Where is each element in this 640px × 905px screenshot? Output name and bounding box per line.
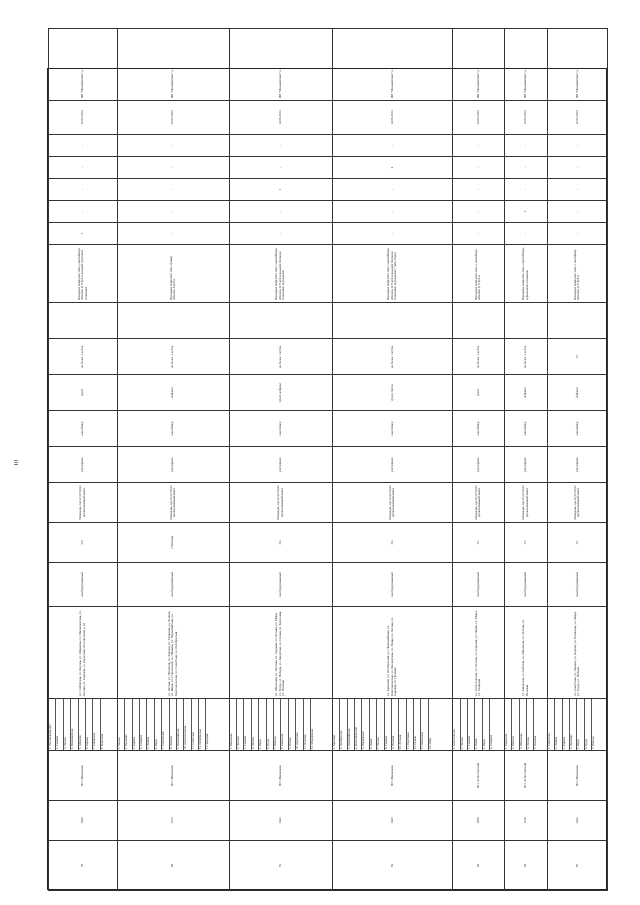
count-col-3: - — [332, 179, 452, 201]
street-item: 6. Гагарина — [489, 734, 494, 749]
count-col-2: - — [453, 201, 505, 223]
street-item: 14. Мира — [427, 737, 432, 749]
street-item: 4. Гагарина — [140, 699, 147, 750]
description: Площадка открытого типа, 3 контейнера объёмом 0,75 куб.м каждый, бетонное основание, ограждение с трёх сторон — [332, 245, 452, 303]
street-item: 4. Пушкина — [570, 699, 577, 750]
site-type: необорудованный — [332, 563, 452, 607]
count-col-3: - — [547, 179, 607, 201]
date: 14.05.2014 — [49, 101, 118, 135]
settlement-name: Пгт. Малышево — [332, 751, 452, 801]
street-item: 6. Труда — [585, 699, 592, 750]
count-col-2: - — [547, 201, 607, 223]
zone-text: Площадка, где отсутствует организованный вывоз — [229, 483, 332, 523]
row-number: 81 — [229, 841, 332, 891]
date: 14.05.2014 — [117, 101, 229, 135]
count-col-2: - — [332, 201, 452, 223]
street-item: 5. Полевая — [533, 735, 538, 749]
count-col-2: - — [229, 201, 332, 223]
street-item: 6. Новая — [370, 699, 377, 750]
count-col-1: - — [504, 223, 547, 245]
zone-text: Площадка, где отсутствует организованный вывоз — [332, 483, 452, 523]
date: 14.05.2014 — [453, 101, 505, 135]
settlement-name: Пгт. Малышево — [49, 751, 118, 801]
address-text: ул. Советская, ул. Ленина, ул. Кирова, ул. Пушкина, ул. Мира, ул. Труда, ул. Победы — [547, 607, 607, 699]
count-col-2: - — [49, 201, 118, 223]
owner: ИП "Малышевское" д.1 — [547, 29, 607, 101]
street-item: 11. Советская — [192, 699, 199, 750]
row-number: 84 — [504, 841, 547, 891]
street-list — [49, 699, 118, 751]
street-list — [547, 699, 607, 751]
street-item: 10. Луговая — [399, 699, 406, 750]
count-col-2: 2 — [504, 201, 547, 223]
street-item: 4. Новая — [475, 699, 482, 750]
street-item: 7. Лесная — [377, 699, 384, 750]
container-count: 1/2 — [504, 523, 547, 563]
surface: асфальт — [117, 375, 229, 411]
street-item: 12. Речная — [414, 699, 421, 750]
site-type: необорудованный — [547, 563, 607, 607]
registry-table — [47, 68, 607, 890]
street-item: 8. Заводская — [281, 699, 288, 750]
count-col-1: - — [453, 223, 505, 245]
note — [117, 303, 229, 339]
owner: ИП "Малышевское" д.1 — [332, 29, 452, 101]
street-item: 5. Мира — [577, 699, 584, 750]
row-number: 82 — [332, 841, 452, 891]
site-type: необорудованный — [49, 563, 118, 607]
street-item: 3. Кирова — [563, 699, 570, 750]
row-code: 1022 — [229, 801, 332, 841]
street-item: 7. Победы — [591, 736, 596, 749]
note — [332, 303, 452, 339]
surface: грунт, бетон — [332, 375, 452, 411]
street-item: 2. Садовая — [56, 699, 63, 750]
count-col-4: - — [453, 157, 505, 179]
street-item: 8. Чапаева — [170, 699, 177, 750]
date: 14.05.2014 — [547, 101, 607, 135]
regularity: регулярное — [229, 447, 332, 483]
count-col-4: - — [547, 157, 607, 179]
street-item: 5. Абрамов — [79, 699, 86, 750]
street-item: 6. Мира — [155, 699, 162, 750]
regularity: регулярное — [117, 447, 229, 483]
regularity: регулярное — [453, 447, 505, 483]
address-text: ул. Асбестовская, ул. Лесная, ул. Садовая, ул. Новая, ул. Мира, ул. Гагарина — [453, 607, 505, 699]
street-item: 3. Лесная — [64, 699, 71, 750]
street-item: 1. Заречная — [333, 699, 340, 750]
note — [49, 303, 118, 339]
method: контейнер — [332, 411, 452, 447]
surface: грунт, асфальт — [229, 375, 332, 411]
method: контейнер — [229, 411, 332, 447]
address-text: ул. Школьная, ул. Луговая, ул. Садовая, ул. Лесная, ул. Мира, ул. Труда, ул. Победы, ул. Заводская, ул. Речная, ул. Береговая, ул. Полевая — [229, 607, 332, 699]
table-row — [504, 29, 547, 891]
street-item: 3. Садовая — [244, 699, 251, 750]
row-code: 1242 — [547, 801, 607, 841]
street-item: 13. Заречная — [205, 733, 210, 749]
page-number: 10 — [14, 460, 20, 466]
description: Площадка открытого типа, 1 контейнер объёмом 0,75 куб.м — [453, 245, 505, 303]
street-item: 3. Кирова — [133, 699, 140, 750]
count-col-3: - — [117, 179, 229, 201]
owner: ИП "Малышевское" д.1 — [49, 29, 118, 101]
street-item: 4. Лесная — [252, 699, 259, 750]
owner: ИП "Малышевское" д.1 — [504, 29, 547, 101]
street-item: 1. Школьная — [230, 699, 237, 750]
count-col-3: - — [453, 179, 505, 201]
street-item: 2. Луговая — [237, 699, 244, 750]
row-number: 79 — [49, 841, 118, 891]
street-item: 3. Первомайская — [348, 699, 355, 750]
volume: не более 1 куб.м. — [332, 339, 452, 375]
address-text: ул. Сибирская, ул. Кирова, ул. Шишкова, ул. Малышевская, ул. Лесная, ул. Садовая, ул. Береговая, Лесопильная д. 42 — [49, 607, 118, 699]
table-row — [49, 29, 118, 891]
count-col-4: - — [504, 157, 547, 179]
description: Площадка открытого типа, 2 контейнера, асфальтовое основание — [504, 245, 547, 303]
note — [504, 303, 547, 339]
description: Площадка открытого типа, 3 контейнера объёмом 0,75 куб.м каждый, бетонное основание, ограждение — [229, 245, 332, 303]
count-col-4: - — [49, 157, 118, 179]
count-col-5: - — [332, 135, 452, 157]
street-item: 5. Ленина — [147, 699, 154, 750]
street-item: 9. Полевая — [392, 699, 399, 750]
settlement-name: Пгт. Асбестовский — [504, 751, 547, 801]
street-item: 5. Мира — [483, 699, 490, 750]
settlement-name: Пгт. Малышево — [547, 751, 607, 801]
registry-grid — [48, 28, 608, 891]
volume: не более 1 куб.м. — [453, 339, 505, 375]
count-col-1: - — [332, 223, 452, 245]
street-list — [453, 699, 505, 751]
site-type: необорудованный — [117, 563, 229, 607]
address-text: ул. Лесная, ул. Пушкина, ул. Кирова, ул. Гагарина, ул. Ленина, ул. Мира, ул. Строителей, ул. Чапаева, ул. Первомайская, ул. Комсомольская, ул. Советская, ул. Октябрьская — [117, 607, 229, 699]
row-number: 80 — [117, 841, 229, 891]
surface: грунт — [453, 375, 505, 411]
street-item: 10. Береговая — [296, 699, 303, 750]
street-item: 1. Лесная — [118, 699, 125, 750]
street-item: 9. Первомайская — [177, 699, 184, 750]
method: контейнер — [547, 411, 607, 447]
volume: не более 1 куб.м. — [49, 339, 118, 375]
site-type: необорудованный — [229, 563, 332, 607]
street-item: 7. Победы — [274, 699, 281, 750]
street-item: 6. Кирова — [86, 699, 93, 750]
street-list — [332, 699, 452, 751]
street-item: 5. Мира — [259, 699, 266, 750]
volume: не более 1 куб.м. — [117, 339, 229, 375]
note — [453, 303, 505, 339]
settlement-name: Пгт. Малышево — [229, 751, 332, 801]
zone-text: Площадка, где отсутствует организованный вывоз — [453, 483, 505, 523]
street-item: 13. Школьная — [421, 699, 428, 750]
site-type: необорудованный — [504, 563, 547, 607]
zone-text: Площадка, где отсутствует организованный вывоз — [547, 483, 607, 523]
row-code: 1025 — [332, 801, 452, 841]
table-row — [547, 29, 607, 891]
count-col-5: - — [504, 135, 547, 157]
street-list — [504, 699, 547, 751]
count-col-3: 1 — [229, 179, 332, 201]
volume: не более 1 куб.м. — [229, 339, 332, 375]
count-col-4: 4 — [332, 157, 452, 179]
site-type: необорудованный — [453, 563, 505, 607]
street-item: 12. Молодёжная — [309, 729, 314, 749]
address-text: ул. Заводская, ул. Рабочая, ул. Школьная, ул. Лесная, ул. Полевая — [504, 607, 547, 699]
container-count: 3/4 — [229, 523, 332, 563]
street-item: 11. Полевая — [304, 699, 311, 750]
street-item: 1. Советская — [548, 699, 555, 750]
street-item: 2. Пушкина — [125, 699, 132, 750]
table-row — [117, 29, 229, 891]
street-item: 6. Труда — [267, 699, 274, 750]
street-item: 7. Строителей — [162, 699, 169, 750]
row-number: 83 — [453, 841, 505, 891]
count-col-5: - — [229, 135, 332, 157]
description: Площадка открытого типа, 2 контейнера объёмом 0,75 куб.м каждый, грунтовое основание — [49, 245, 118, 303]
street-item: 1. Заводская — [505, 699, 512, 750]
owner: ИП "Малышевское" д.1 — [117, 29, 229, 101]
count-col-5: - — [117, 135, 229, 157]
street-item: 1. Асбестовская — [453, 699, 460, 750]
method: контейнер — [453, 411, 505, 447]
method: контейнер — [49, 411, 118, 447]
street-list — [117, 699, 229, 751]
regularity: регулярное — [547, 447, 607, 483]
street-item: 4. Комсомольская — [355, 699, 362, 750]
volume: не более 1 куб.м. — [504, 339, 547, 375]
count-col-5: - — [453, 135, 505, 157]
street-item: 2. Октябрьская — [340, 699, 347, 750]
street-item: 7. Сибирская — [93, 699, 100, 750]
street-item: 1. Лесопильная (42) — [49, 699, 56, 750]
street-item: 12. Октябрьская — [199, 699, 206, 750]
owner: ИП "Малышевское" д.1 — [453, 29, 505, 101]
settlement-name: Пгт. Малышево — [117, 751, 229, 801]
method: контейнер — [504, 411, 547, 447]
regularity: регулярное — [332, 447, 452, 483]
method: контейнер — [117, 411, 229, 447]
volume: 1/1 — [547, 339, 607, 375]
street-list — [229, 699, 332, 751]
date: 14.05.2014 — [504, 101, 547, 135]
street-item: 5. Пионерская — [362, 699, 369, 750]
street-item: 3. Школьная — [520, 699, 527, 750]
zone-text: Площадка, где отсутствует организованный вывоз — [49, 483, 118, 523]
count-col-1: - — [547, 223, 607, 245]
container-count: 1/1 — [453, 523, 505, 563]
owner: ИП "Малышевское" д.1 — [229, 29, 332, 101]
row-code: 1939 — [49, 801, 118, 841]
street-item: 2. Рабочая — [512, 699, 519, 750]
settlement-name: Пгт. Асбестовский — [453, 751, 505, 801]
street-item: 3. Садовая — [468, 699, 475, 750]
count-col-1: - — [229, 223, 332, 245]
row-number: 85 — [547, 841, 607, 891]
note — [229, 303, 332, 339]
zone-text: Площадка, где отсутствует организованный вывоз — [117, 483, 229, 523]
count-col-5: - — [547, 135, 607, 157]
count-col-5: - — [49, 135, 118, 157]
date: 14.05.2014 — [332, 101, 452, 135]
row-code: 1180 — [453, 801, 505, 841]
street-item: 8. Садовая — [385, 699, 392, 750]
count-col-3: - — [504, 179, 547, 201]
container-count: 5/4 — [49, 523, 118, 563]
container-count: 1/1 — [547, 523, 607, 563]
street-item: 2. Ленина — [555, 699, 562, 750]
street-item: 11. Береговая — [407, 699, 414, 750]
row-code: 1772 — [117, 801, 229, 841]
street-item: 8. Береговая — [99, 733, 104, 749]
street-item: 2. Лесная — [461, 699, 468, 750]
regularity: регулярное — [504, 447, 547, 483]
count-col-2: - — [117, 201, 229, 223]
container-count: 3/4 — [332, 523, 452, 563]
description: Площадка открытого типа, 1 контейнер объёмом 0,75 куб.м — [547, 245, 607, 303]
surface: грунт — [49, 375, 118, 411]
count-col-4: - — [117, 157, 229, 179]
count-col-4: - — [229, 157, 332, 179]
count-col-3: - — [49, 179, 118, 201]
street-item: 10. Комсомольская — [184, 699, 191, 750]
description: Площадка открытого типа, бункер объёмом 8 куб.м — [117, 245, 229, 303]
table-row — [453, 29, 505, 891]
count-col-1: - — [117, 223, 229, 245]
table-row — [332, 29, 452, 891]
zone-text: Площадка, где отсутствует организованный вывоз — [504, 483, 547, 523]
table-row — [229, 29, 332, 891]
street-item: 4. Малышевская — [71, 699, 78, 750]
surface: асфальт — [504, 375, 547, 411]
surface: асфальт — [547, 375, 607, 411]
note — [547, 303, 607, 339]
regularity: регулярное — [49, 447, 118, 483]
container-count: 2 бункера — [117, 523, 229, 563]
count-col-1: 1 — [49, 223, 118, 245]
row-code: 1140 — [504, 801, 547, 841]
address-text: ул. Заречная, ул. Октябрьская, ул. Первомайская, ул. Комсомольская, ул. Пионерская, ул. Новая, ул. Лесная, ул. Садовая, ул. Полевая — [332, 607, 452, 699]
street-item: 9. Речная — [289, 699, 296, 750]
street-item: 4. Лесная — [527, 699, 534, 750]
date: 14.05.2014 — [229, 101, 332, 135]
